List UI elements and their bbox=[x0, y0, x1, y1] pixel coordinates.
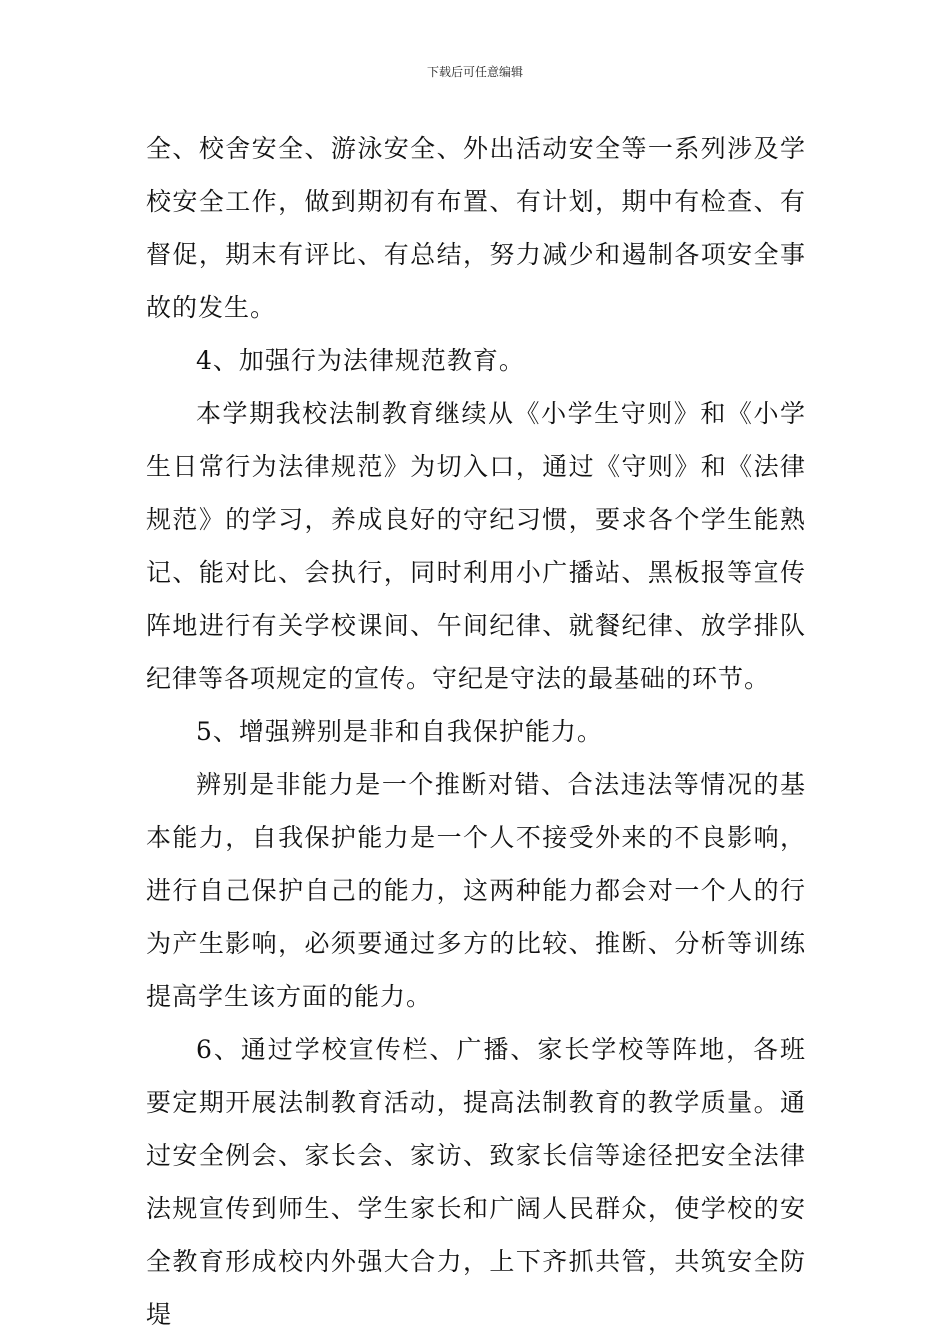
paragraph-section-6: 6、通过学校宣传栏、广播、家长学校等阵地，各班要定期开展法制教育活动，提高法制教育的教学质量。通过安全例会、家长会、家访、致家长信等途径把安全法律法规宣传到师生、学生家长和广阔人民群众，使学校的安全教育形成校内外强大合力，上下齐抓共管，共筑安全防堤 bbox=[146, 1035, 806, 1329]
section-heading-4: 4、加强行为法律规范教育。 bbox=[196, 346, 525, 375]
document-body bbox=[146, 122, 806, 1341]
page-header: 下载后可任意编辑 bbox=[426, 65, 523, 79]
paragraph-continued-safety-work: 全、校舍安全、游泳安全、外出活动安全等一系列涉及学校安全工作，做到期初有布置、有计划，期中有检查、有督促，期末有评比、有总结，努力减少和遏制各项安全事故的发生。 bbox=[146, 134, 806, 322]
paragraph-self-protection: 辨别是非能力是一个推断对错、合法违法等情况的基本能力，自我保护能力是一个人不接受外来的不良影响，进行自己保护自己的能力，这两种能力都会对一个人的行为产生影响，必须要通过多方的比较、推断、分析等训练提高学生该方面的能力。 bbox=[146, 770, 806, 1011]
section-heading-5: 5、增强辨别是非和自我保护能力。 bbox=[196, 717, 603, 746]
paragraph-legal-norms-education: 本学期我校法制教育继续从《小学生守则》和《小学生日常行为法律规范》为切入口，通过《守则》和《法律规范》的学习，养成良好的守纪习惯，要求各个学生能熟记、能对比、会执行，同时利用小广播站、黑板报等宣传阵地进行有关学校课间、午间纪律、就餐纪律、放学排队纪律等各项规定的宣传。守纪是守法的最基础的环节。 bbox=[146, 399, 806, 693]
